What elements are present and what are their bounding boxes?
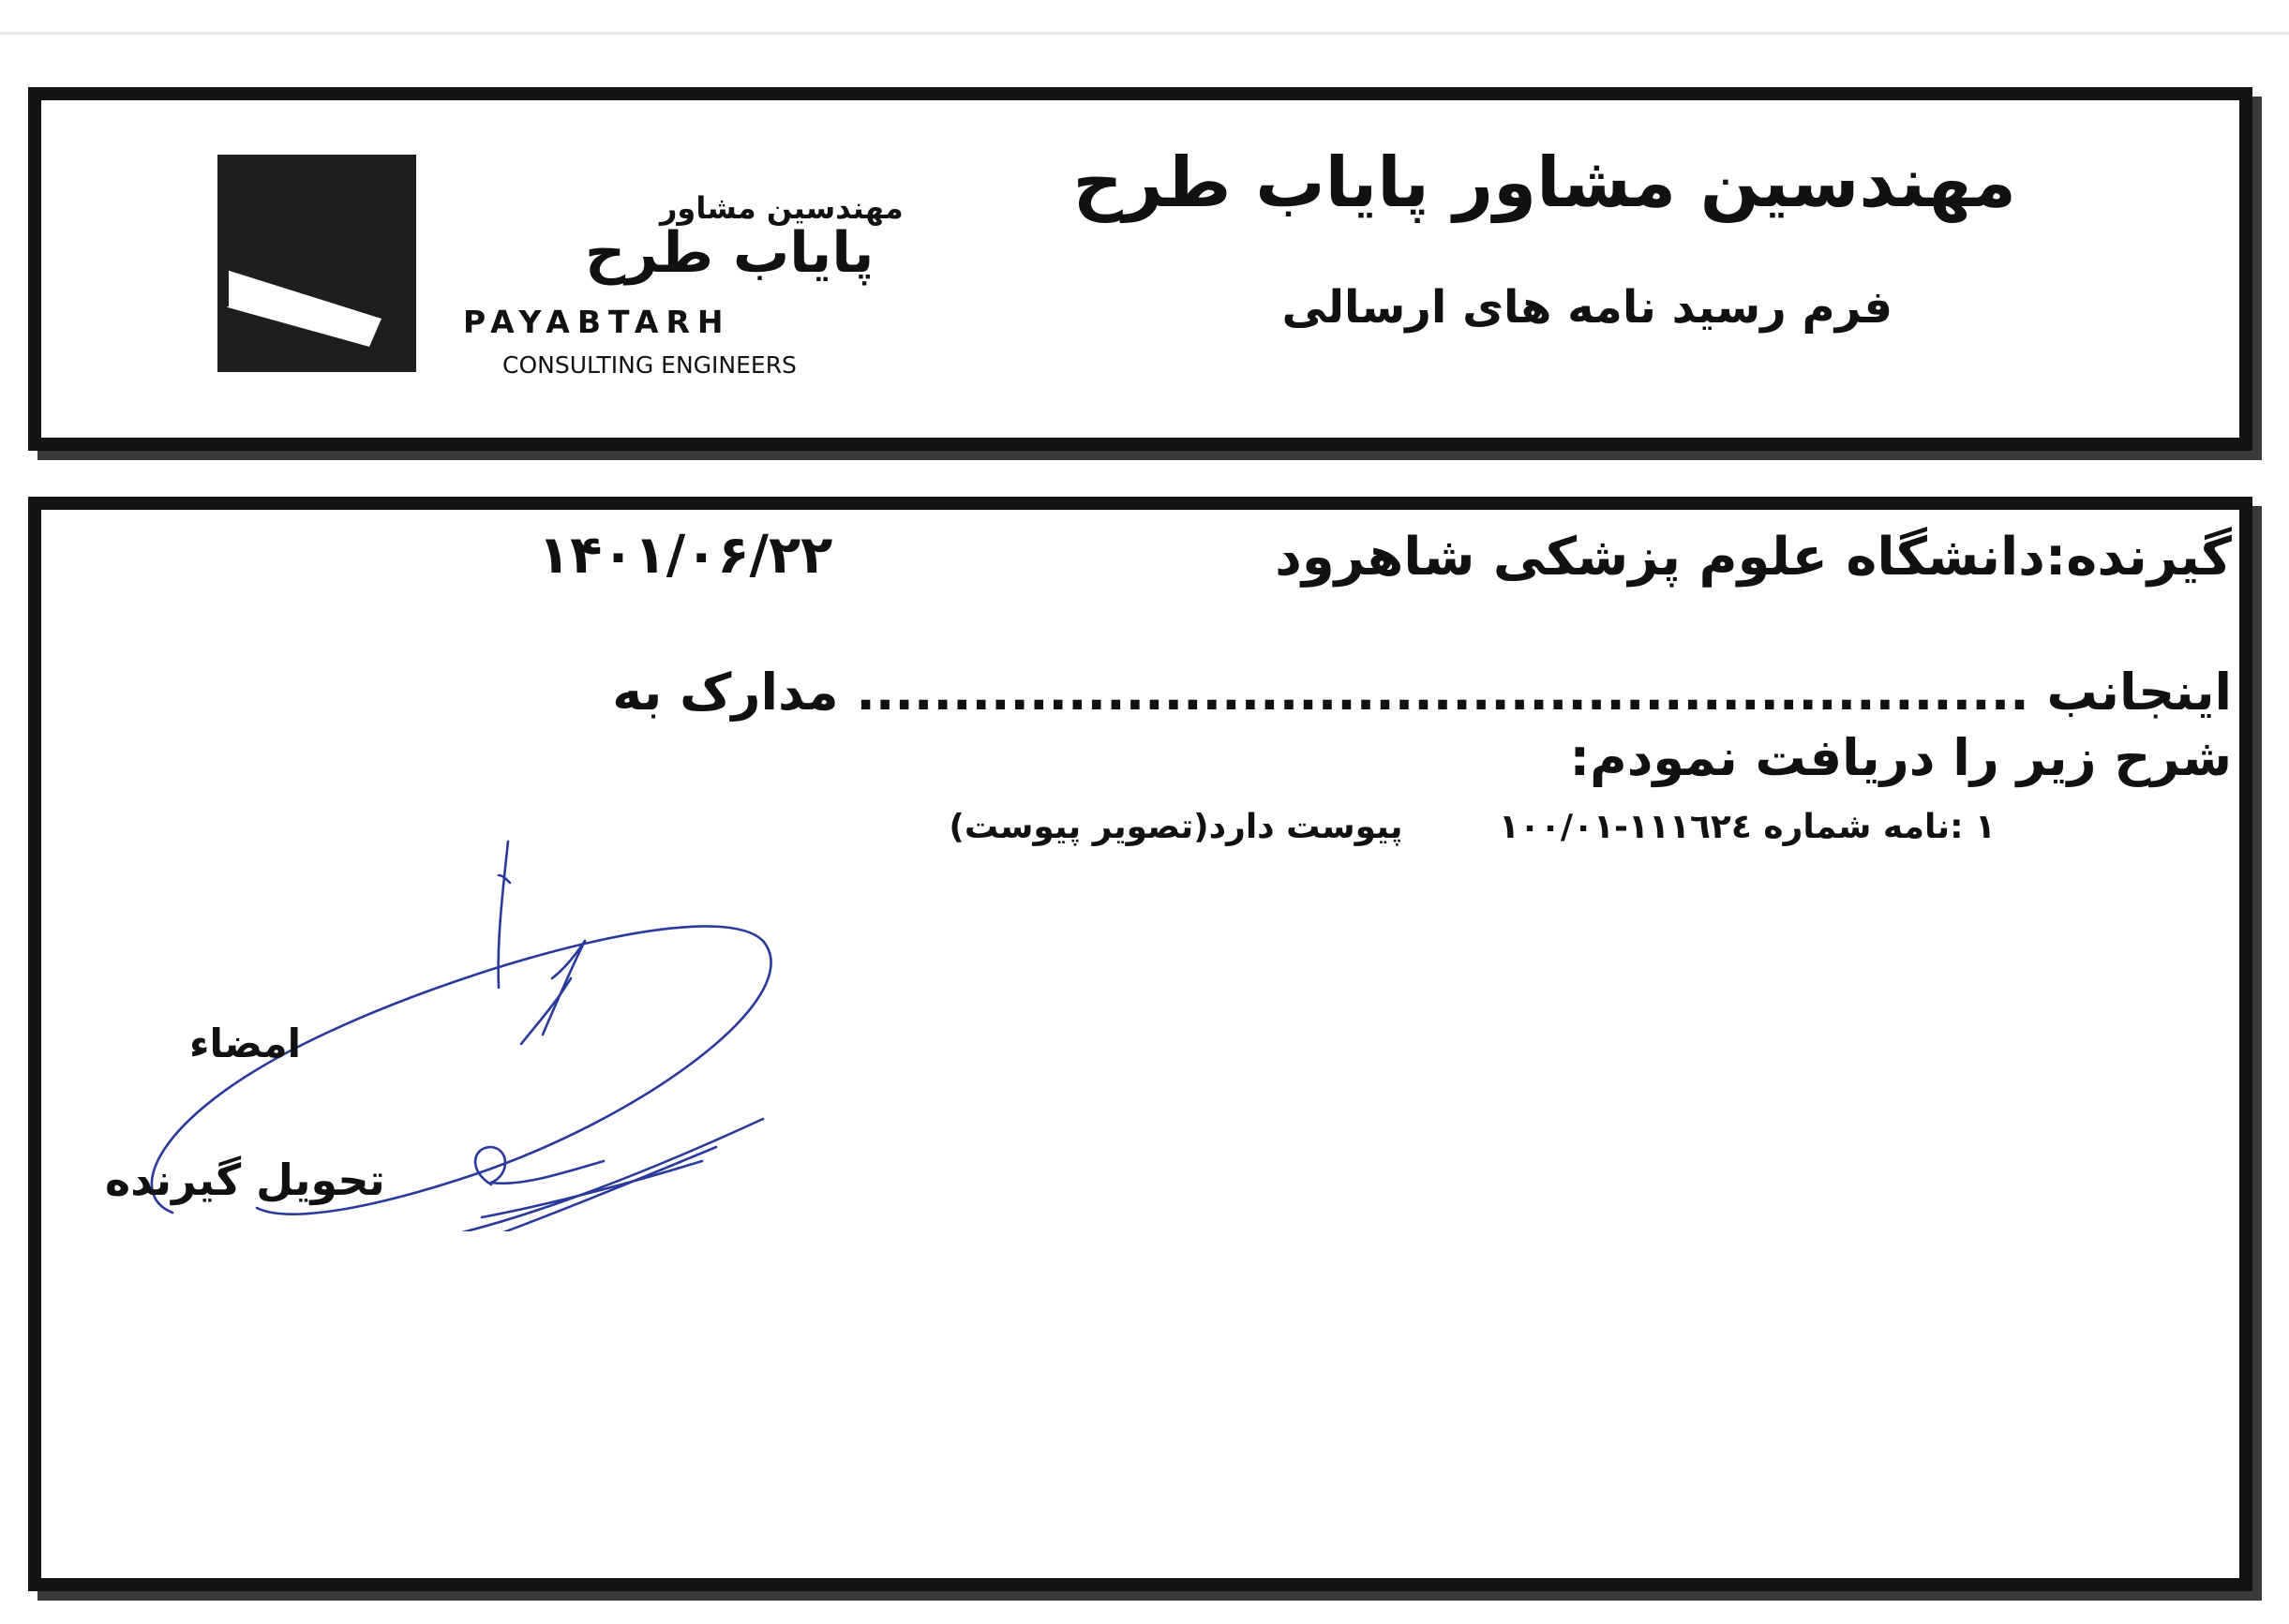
company-logo-icon [217,155,416,372]
document-item-attachment: پیوست دارد(تصویر پیوست) [949,808,1403,846]
header-box [28,87,2252,451]
logo-persian-subtext: مهندسین مشاور [660,190,904,226]
logo-english-subtext: CONSULTING ENGINEERS [502,351,797,379]
document-item [949,808,1996,846]
receiver-label: تحویل گیرنده [105,1155,385,1205]
document-item-number: ١ :نامه شماره ١١١٦٢٤-١٠٠/٠١ [1499,808,1996,846]
receipt-body-box [28,497,2252,1591]
page-top-edge [0,32,2289,35]
receipt-date: ۱۴۰۱/۰۶/۲۲ [538,525,833,586]
acknowledgement-line: اینجانب ............................................................. مدارک به شرح زیر را دریافت نمودم: [612,663,2232,787]
form-subtitle: فرم رسید نامه های ارسالی [1281,281,1893,334]
logo-english-name: PAYABTARH [463,304,731,340]
recipient-line: گیرنده:دانشگاه علوم پزشکی شاهرود [1275,527,2232,588]
company-title: مهندسین مشاور پایاب طرح [1072,142,2016,223]
signature-label: امضاء [189,1021,302,1066]
logo-persian-name: پایاب طرح [585,220,875,286]
